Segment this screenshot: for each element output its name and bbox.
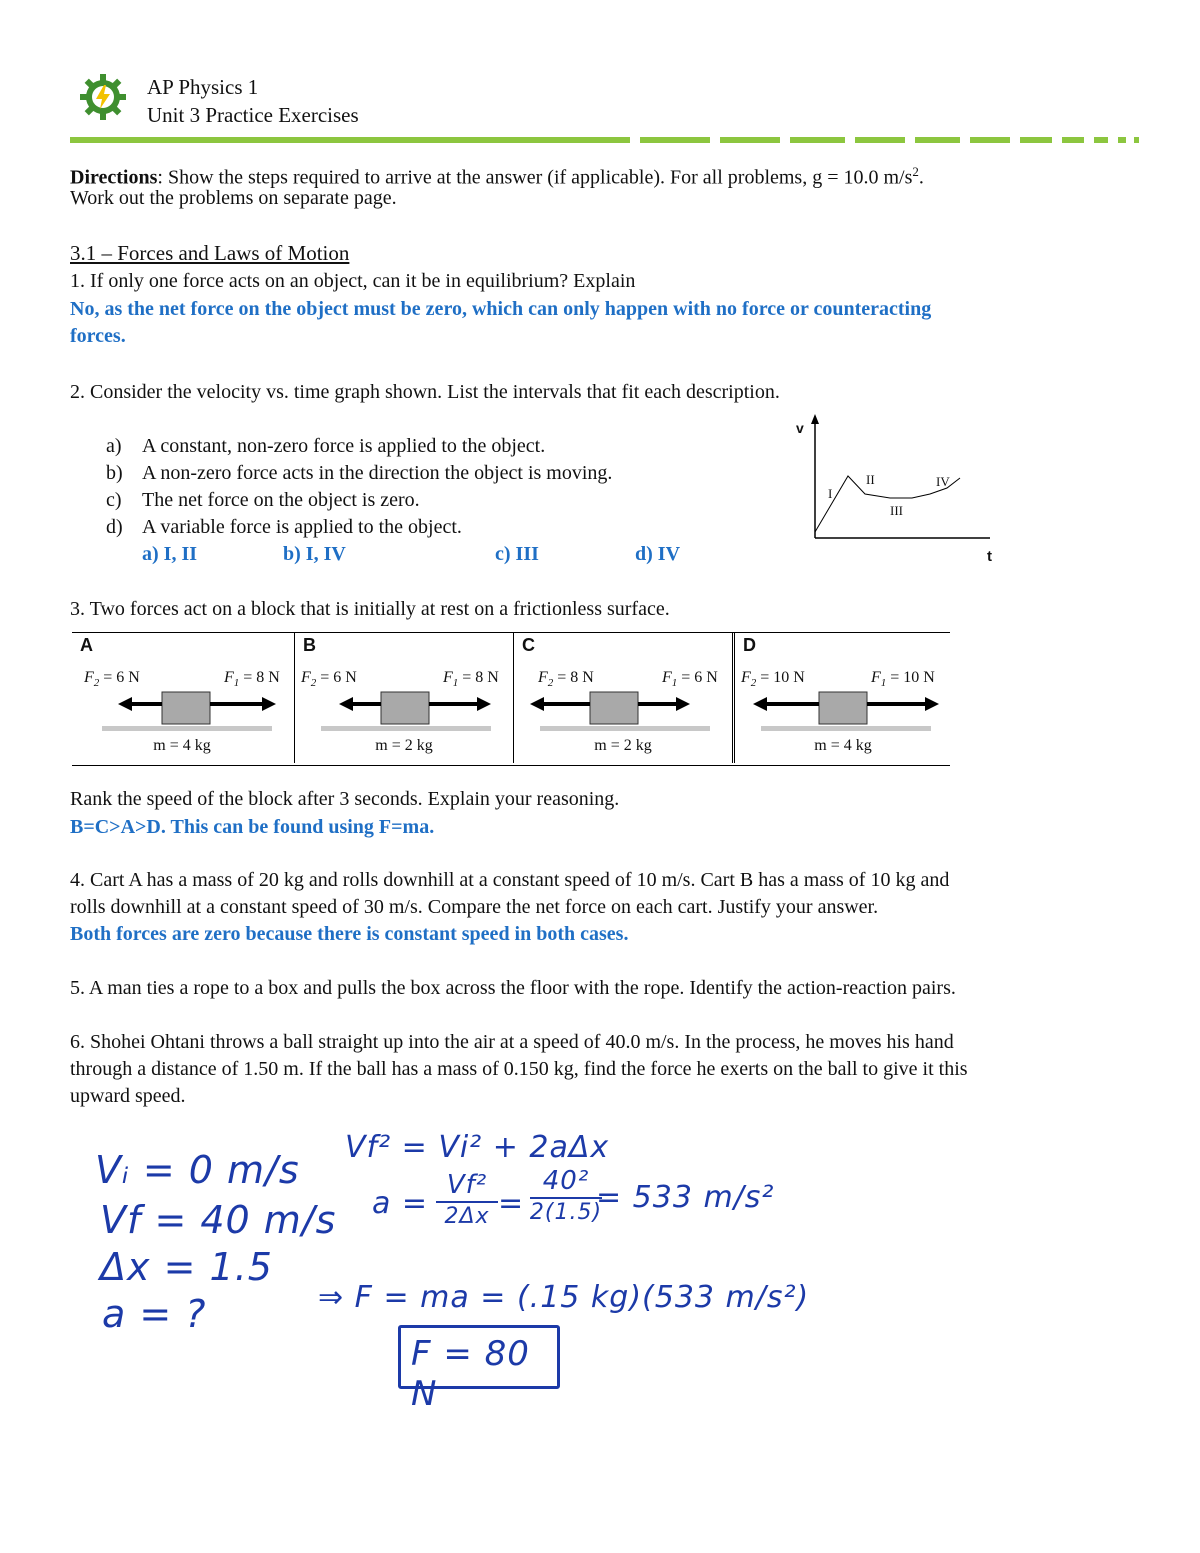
q1-question: 1. If only one force acts on an object, can it be in equilibrium? Explain — [70, 270, 636, 292]
q1-answer-line1: No, as the net force on the object must be zero, which can only happen with no force or counteracting — [70, 298, 932, 320]
graph-x-label: t — [987, 548, 992, 565]
force-right-label: $F_1 = 6$ N — [662, 669, 718, 690]
panel-letter: B — [303, 635, 316, 655]
mass-label: m = 4 kg — [153, 737, 211, 754]
directions-line2: Work out the problems on separate page. — [70, 187, 397, 209]
q2-answer-d: d) IV — [635, 543, 681, 565]
q3-follow-up: Rank the speed of the block after 3 seconds. Explain your reasoning. — [70, 788, 620, 810]
force-right-label: $F_1 = 8$ N — [443, 669, 499, 690]
q1-answer-line2: forces. — [70, 325, 126, 347]
hw-eq2-result: = 533 m/s² — [596, 1180, 775, 1215]
directions-label: Directions — [70, 166, 158, 189]
panel-d — [734, 633, 951, 763]
hw-given-vi: Vᵢ = 0 m/s — [95, 1148, 300, 1192]
q2-list — [106, 433, 612, 541]
hw-eq1: Vf² = Vi² + 2aΔx — [345, 1130, 610, 1165]
q4-line1: 4. Cart A has a mass of 20 kg and rolls downhill at a constant speed of 10 m/s. Cart B has a mass of 10 kg and — [70, 869, 950, 891]
list-item: b) A non-zero force acts in the direction the object is moving. — [106, 462, 613, 484]
hw-final-box — [398, 1325, 560, 1414]
q2-answer-b: b) I, IV — [283, 543, 346, 565]
mass-label: m = 4 kg — [814, 737, 872, 754]
hw-eq2-lhs: a = — [372, 1186, 429, 1221]
velocity-time-graph — [790, 410, 1000, 570]
q6-line2: through a distance of 1.50 m. If the ball has a mass of 0.150 kg, find the force he exerts on the ball to give it this — [70, 1058, 968, 1080]
hw-given-vf: Vf = 40 m/s — [100, 1198, 337, 1242]
panel-letter: D — [743, 635, 756, 655]
graph-interval-iv: IV — [936, 474, 950, 489]
graph-interval-iii: III — [890, 503, 903, 518]
directions-text: : Show the steps required to arrive at the answer (if applicable). For all problems, g = 10.0 m/s — [157, 166, 913, 189]
q6-line3: upward speed. — [70, 1085, 186, 1107]
panel-b — [294, 633, 514, 763]
graph-interval-i: I — [828, 486, 833, 501]
unit-title: Unit 3 Practice Exercises — [147, 103, 359, 127]
logo-gear-icon — [78, 72, 128, 122]
mass-label: m = 2 kg — [594, 737, 652, 754]
panel-a — [72, 633, 292, 763]
hw-eq3: ⇒ F = ma = (.15 kg)(533 m/s²) — [318, 1280, 810, 1315]
mass-label: m = 2 kg — [375, 737, 433, 754]
panel-letter: C — [522, 635, 535, 655]
force-left-label: $F_2 = 8$ N — [538, 669, 594, 690]
q3-question: 3. Two forces act on a block that is initially at rest on a frictionless surface. — [70, 598, 670, 620]
hw-given-dx: Δx = 1.5 — [100, 1245, 273, 1289]
q2-question: 2. Consider the velocity vs. time graph shown. List the intervals that fit each description. — [70, 381, 780, 403]
course-title: AP Physics 1 — [147, 75, 259, 99]
panel-c — [514, 633, 733, 763]
directions-sup: 2 — [912, 164, 919, 179]
list-item: d) A variable force is applied to the object. — [106, 516, 462, 538]
header-divider — [70, 132, 1140, 140]
directions-end: . — [918, 166, 924, 189]
hw-frac1: Vf² 2Δx — [432, 1170, 502, 1229]
q2-answer-c: c) III — [495, 543, 539, 565]
force-left-label: $F_2 = 6$ N — [301, 669, 357, 690]
hw-given-a: a = ? — [102, 1292, 207, 1336]
hw-eq2-eq: = — [498, 1186, 525, 1221]
list-item: c) The net force on the object is zero. — [106, 489, 420, 511]
force-right-label: $F_1 = 10$ N — [871, 669, 935, 690]
hw-frac2: 40² 2(1.5) — [529, 1166, 603, 1225]
section-title: 3.1 – Forces and Laws of Motion — [70, 241, 350, 265]
q5-question: 5. A man ties a rope to a box and pulls the box across the floor with the rope. Identify the action-reaction pairs. — [70, 977, 956, 999]
q4-line2: rolls downhill at a constant speed of 30 m/s. Compare the net force on each cart. Justify your answer. — [70, 896, 879, 918]
force-diagram-table — [72, 632, 950, 766]
list-item: a) A constant, non-zero force is applied to the object. — [106, 435, 546, 457]
force-left-label: $F_2 = 6$ N — [84, 669, 140, 690]
force-left-label: $F_2 = 10$ N — [741, 669, 805, 690]
q2-answer-a: a) I, II — [142, 543, 198, 565]
q4-answer: Both forces are zero because there is constant speed in both cases. — [70, 923, 629, 945]
graph-y-label: v — [796, 420, 804, 436]
graph-interval-ii: II — [866, 472, 875, 487]
panel-letter: A — [80, 635, 93, 655]
force-right-label: $F_1 = 8$ N — [224, 669, 280, 690]
q6-line1: 6. Shohei Ohtani throws a ball straight up into the air at a speed of 40.0 m/s. In the process, he moves his hand — [70, 1031, 954, 1053]
q3-answer: B=C>A>D. This can be found using F=ma. — [70, 816, 435, 838]
hw-final-answer: F = 80 N — [411, 1334, 530, 1414]
